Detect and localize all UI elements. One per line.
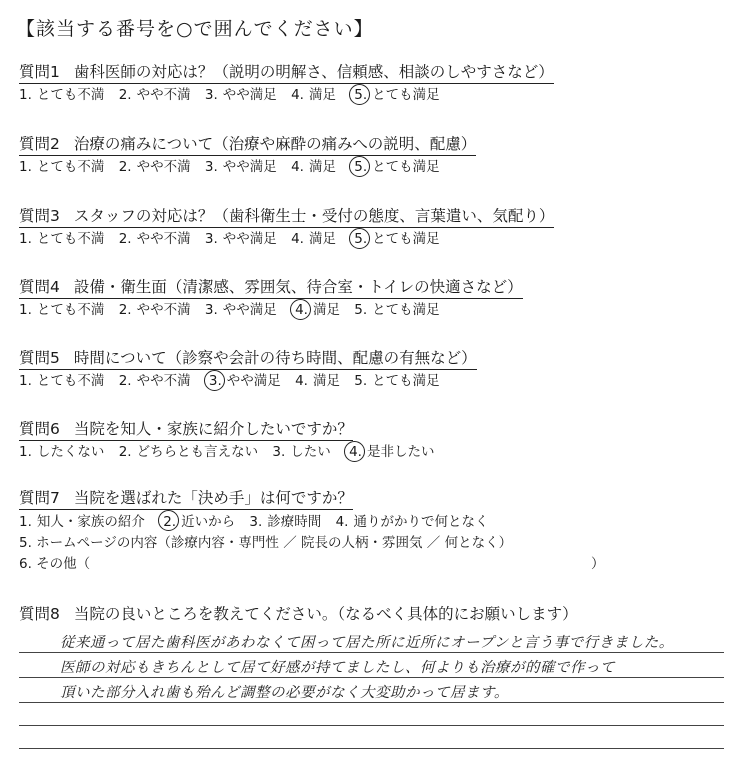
question-8-text: 当院の良いところを教えてください。（なるべく具体的にお願いします） — [73, 605, 578, 623]
question-1-number: 質問1 — [19, 63, 60, 81]
q3-option-2[interactable]: 2. やや不満 — [118, 231, 191, 247]
q3-option-1[interactable]: 1. とても不満 — [19, 231, 105, 247]
q1-option-2[interactable]: 2. やや不満 — [118, 87, 191, 103]
q1-option-3[interactable]: 3. やや満足 — [204, 87, 277, 103]
q4-option-5[interactable]: 5. とても満足 — [354, 302, 440, 318]
q3-option-3[interactable]: 3. やや満足 — [204, 231, 277, 247]
question-6 — [19, 419, 719, 462]
question-6-options — [19, 443, 719, 462]
q5-option-3[interactable]: 3. やや満足 — [208, 373, 281, 389]
q7-option-6[interactable] — [19, 554, 719, 575]
q2-option-3[interactable]: 3. やや満足 — [204, 159, 277, 175]
q1-option-4[interactable]: 4. 満足 — [291, 87, 336, 103]
answer-line-3 — [19, 702, 724, 703]
answer-line-4 — [19, 725, 724, 726]
question-1-text: 歯科医師の対応は？（説明の明解さ、信頼感、相談のしやすさなど） — [73, 63, 554, 81]
question-3-options — [19, 230, 719, 249]
q1-option-5[interactable]: 5. とても満足 — [354, 87, 440, 103]
answer-line-2 — [19, 677, 724, 678]
question-5-number: 質問5 — [19, 349, 60, 367]
question-4-title — [19, 277, 523, 299]
selected-circle: 5. — [354, 87, 368, 103]
question-3-text: スタッフの対応は？（歯科衛生士・受付の態度、言葉遣い、気配り） — [73, 207, 555, 225]
q7-option-4[interactable]: 4. 通りがかりで何となく — [335, 514, 489, 530]
q5-option-1[interactable]: 1. とても不満 — [19, 373, 105, 389]
q4-option-3[interactable]: 3. やや満足 — [204, 302, 277, 318]
question-4 — [19, 277, 719, 320]
question-5 — [19, 348, 719, 391]
q6-option-2[interactable]: 2. どちらとも言えない — [118, 444, 259, 460]
answer-line-1 — [19, 652, 724, 653]
question-1-title — [19, 62, 554, 84]
q4-option-4[interactable]: 4. 満足 — [295, 302, 340, 318]
q7-option-6-close: ） — [591, 556, 605, 572]
question-6-title — [19, 419, 353, 441]
selected-circle: 5. — [354, 159, 368, 175]
question-2-number: 質問2 — [19, 135, 60, 153]
question-6-number: 質問6 — [19, 420, 60, 438]
question-4-number: 質問4 — [19, 278, 60, 296]
question-3-number: 質問3 — [19, 207, 60, 225]
q2-option-4[interactable]: 4. 満足 — [291, 159, 336, 175]
question-2-title — [19, 134, 476, 156]
q1-option-1[interactable]: 1. とても不満 — [19, 87, 105, 103]
q2-option-1[interactable]: 1. とても不満 — [19, 159, 105, 175]
question-3-title — [19, 206, 554, 228]
q4-option-1[interactable]: 1. とても不満 — [19, 302, 105, 318]
q3-option-5[interactable]: 5. とても満足 — [354, 231, 440, 247]
question-4-text: 設備・衛生面（清潔感、雰囲気、待合室・トイレの快適さなど） — [73, 278, 523, 296]
q7-option-6-label: 6. その他（ — [19, 556, 91, 572]
selected-circle: 5. — [354, 231, 368, 247]
handwritten-answer-line-2: 医師の対応もきちんとして居て好感が持てましたし、何よりも治療が的確で作って — [60, 660, 615, 676]
question-5-text: 時間について（診察や会計の待ち時間、配慮の有無など） — [73, 349, 477, 367]
handwritten-answer-line-3: 頂いた部分入れ歯も殆んど調整の必要がなく大変助かって居ます。 — [60, 685, 509, 701]
q2-option-2[interactable]: 2. やや不満 — [118, 159, 191, 175]
selected-circle: 3. — [208, 373, 222, 389]
question-4-options — [19, 301, 719, 320]
q6-option-1[interactable]: 1. したくない — [19, 444, 105, 460]
q7-option-3[interactable]: 3. 診療時間 — [249, 514, 322, 530]
q5-option-4[interactable]: 4. 満足 — [295, 373, 340, 389]
question-5-title — [19, 348, 477, 370]
answer-line-5 — [19, 748, 724, 749]
question-2-text: 治療の痛みについて（治療や麻酔の痛みへの説明、配慮） — [73, 135, 477, 153]
question-7-options-line-1 — [19, 512, 719, 533]
q6-option-4[interactable]: 4. 是非したい — [349, 444, 435, 460]
q2-option-5[interactable]: 5. とても満足 — [354, 159, 440, 175]
q3-option-4[interactable]: 4. 満足 — [291, 231, 336, 247]
selected-circle: 4. — [295, 302, 308, 318]
question-5-options — [19, 372, 719, 391]
question-7-number: 質問7 — [19, 489, 60, 507]
q7-option-1[interactable]: 1. 知人・家族の紹介 — [19, 514, 145, 530]
question-1-options — [19, 86, 719, 105]
question-7-title — [19, 488, 353, 510]
question-7-text: 当院を選ばれた「決め手」は何ですか？ — [73, 489, 353, 507]
question-2 — [19, 134, 719, 177]
handwritten-answer-line-1: 従来通って居た歯科医があわなくて困って居た所に近所にオープンと言う事で行きました。 — [60, 635, 674, 651]
q7-option-2[interactable]: 2. 近いから — [159, 512, 235, 533]
q5-option-2[interactable]: 2. やや不満 — [118, 373, 191, 389]
question-8-number: 質問8 — [19, 605, 60, 623]
q6-option-3[interactable]: 3. したい — [272, 444, 331, 460]
question-8-title — [19, 604, 578, 625]
question-7 — [19, 488, 719, 575]
q7-option-5[interactable]: 5. ホームページの内容（診療内容・専門性 ／ 院長の人柄・雰囲気 ／ 何となく） — [19, 535, 513, 551]
question-3 — [19, 206, 719, 249]
q4-option-2[interactable]: 2. やや不満 — [118, 302, 191, 318]
question-6-text: 当院を知人・家族に紹介したいですか？ — [73, 420, 353, 438]
selected-circle: 2. — [163, 512, 176, 533]
question-8 — [19, 604, 719, 625]
question-2-options — [19, 158, 719, 177]
instruction-header: 【該当する番号を○で囲んでください】 — [16, 18, 374, 40]
selected-circle: 4. — [349, 444, 362, 460]
question-1 — [19, 62, 719, 105]
q5-option-5[interactable]: 5. とても満足 — [354, 373, 440, 389]
